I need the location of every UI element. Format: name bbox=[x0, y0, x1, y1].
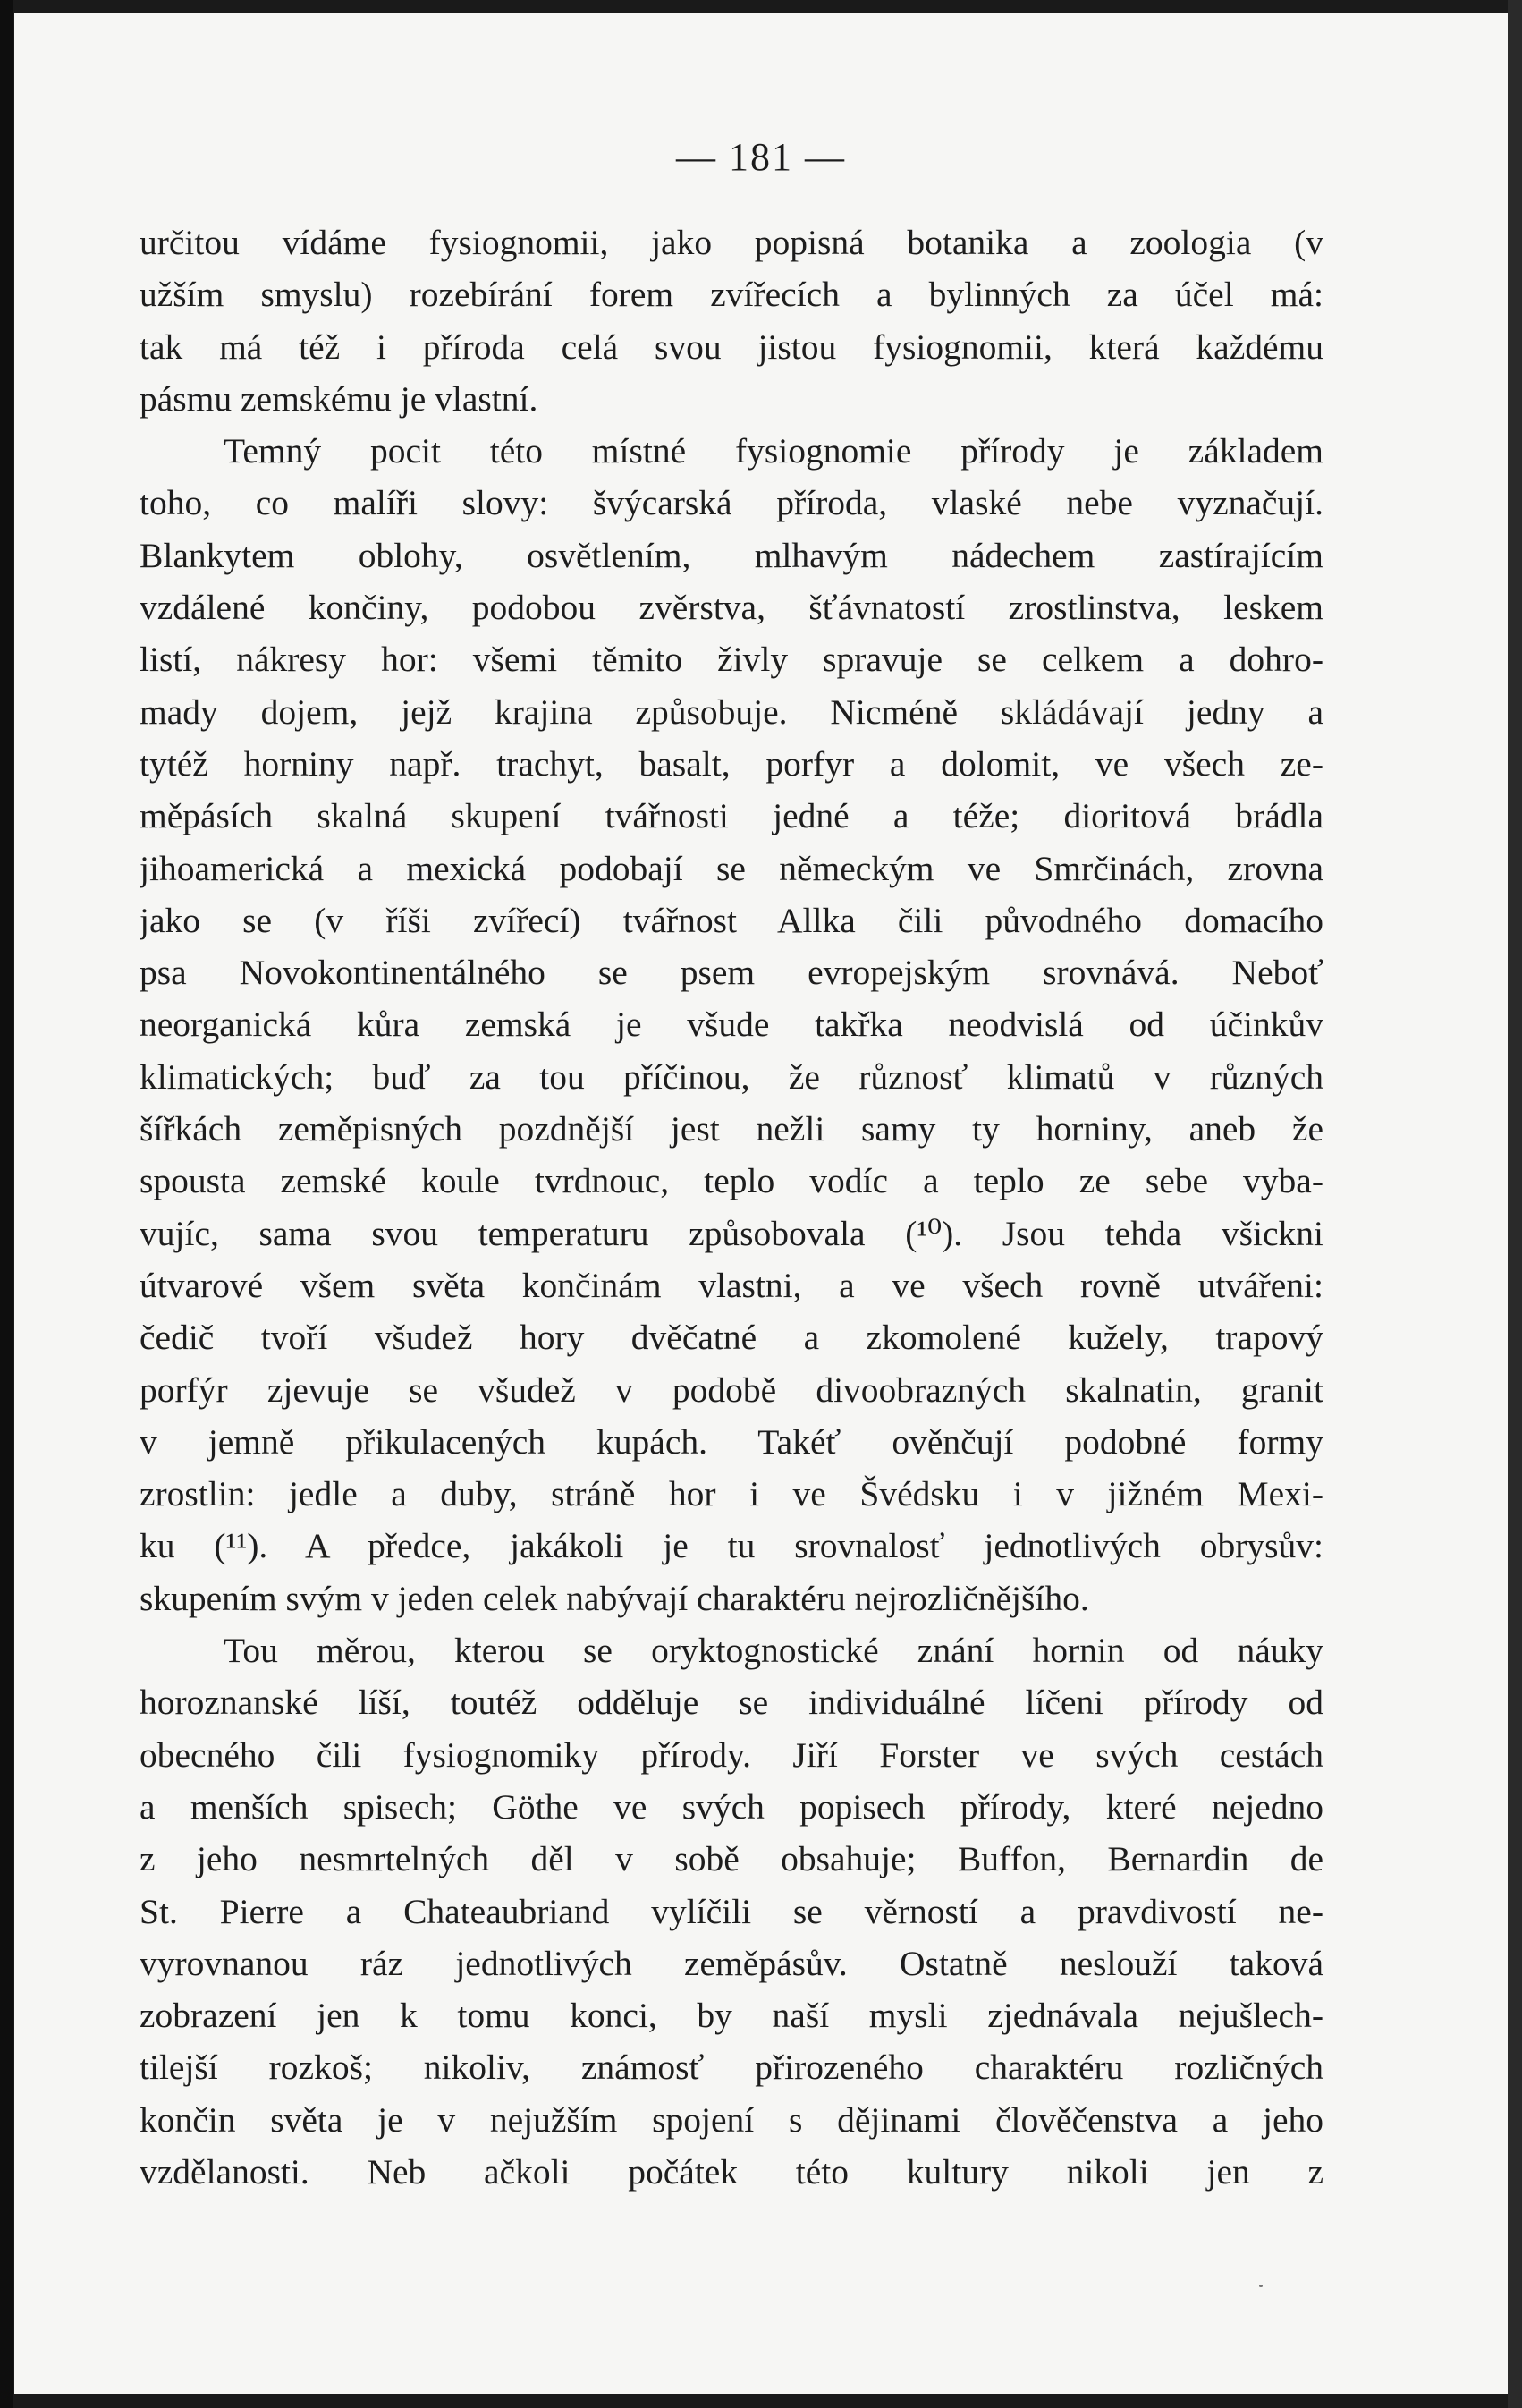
text-line: St. Pierre a Chateaubriand vylíčili se věrností a pravdivostí ne- bbox=[140, 1891, 1323, 1931]
text-line: mady dojem, jejž krajina způsobuje. Nicméně skládávají jedny a bbox=[140, 691, 1323, 732]
text-line: Temný pocit této místné fysiognomie přírody je základem bbox=[224, 431, 1323, 471]
text-line: vzdělanosti. Neb ačkoli počátek této kultury nikoli jen z bbox=[140, 2151, 1323, 2192]
paper-speck bbox=[1259, 2285, 1263, 2287]
text-line: skupením svým v jeden celek nabývají charaktéru nejrozličnějšího. bbox=[140, 1578, 1089, 1618]
text-line: zobrazení jen k tomu konci, by naší mysli zjednávala nejušlech- bbox=[140, 1996, 1323, 2036]
text-line: ku (¹¹). A předce, jakákoli je tu srovnalosť jednotlivých obrysův: bbox=[140, 1526, 1323, 1566]
text-line: vujíc, sama svou temperaturu způsobovala (¹⁰). Jsou tehda všickni bbox=[140, 1213, 1323, 1253]
text-line: porfýr zjevuje se všudež v podobě divoobrazných skalnatin, granit bbox=[140, 1369, 1323, 1410]
text-line: z jeho nesmrtelných děl v sobě obsahuje; Buffon, Bernardin de bbox=[140, 1839, 1323, 1879]
text-line: jako se (v říši zvířecí) tvářnost Allka čili původného domacího bbox=[140, 900, 1323, 940]
text-line: obecného čili fysiognomiky přírody. Jiří Forster ve svých cestách bbox=[140, 1734, 1323, 1775]
text-line: klimatických; buď za tou příčinou, že různosť klimatů v různých bbox=[140, 1056, 1323, 1097]
text-line: vzdálené končiny, podobou zvěrstva, šťávnatostí zrostlinstva, leskem bbox=[140, 588, 1323, 628]
text-line: vyrovnanou ráz jednotlivých zeměpásův. Ostatně neslouží taková bbox=[140, 1943, 1323, 1983]
text-line: toho, co malíři slovy: švýcarská příroda, vlaské nebe vyznačují. bbox=[140, 483, 1323, 523]
text-line: šířkách zeměpisných pozdnější jest nežli samy ty horniny, aneb že bbox=[140, 1109, 1323, 1149]
text-line: čedič tvoří všudež hory dvěčatné a zkomolené kužely, trapový bbox=[140, 1318, 1323, 1358]
text-line: spousta zemské koule tvrdnouc, teplo vodíc a teplo ze sebe vyba- bbox=[140, 1161, 1323, 1201]
text-line: psa Novokontinentálného se psem evropejským srovnává. Neboť bbox=[140, 953, 1323, 993]
text-line: tytéž horniny např. trachyt, basalt, porfyr a dolomit, ve všech ze- bbox=[140, 743, 1323, 784]
text-line: Tou měrou, kterou se oryktognostické znání hornin od náuky bbox=[224, 1631, 1323, 1671]
text-line: horoznanské líší, toutéž odděluje se individuálné líčeni přírody od bbox=[140, 1683, 1323, 1723]
scan-edge-right bbox=[1508, 0, 1522, 2408]
text-line: v jemně přikulacených kupách. Takéť ověnčují podobné formy bbox=[140, 1421, 1323, 1462]
text-line: neorganická kůra zemská je všude takřka neodvislá od účinkův bbox=[140, 1005, 1323, 1045]
page-number-header: — 181 — bbox=[676, 135, 846, 179]
text-line: užším smyslu) rozebírání forem zvířecích a bylinných za účel má: bbox=[140, 275, 1323, 315]
text-line: zrostlin: jedle a duby, stráně hor i ve Švédsku i v jižném Mexi- bbox=[140, 1474, 1323, 1514]
text-line: jihoamerická a mexická podobají se německým ve Smrčinách, zrovna bbox=[140, 848, 1323, 888]
scan-edge-left bbox=[0, 0, 13, 2408]
text-line: tak má též i příroda celá svou jistou fysiognomii, která každému bbox=[140, 326, 1323, 367]
text-line: tilejší rozkoš; nikoliv, známosť přirozeného charaktéru rozličných bbox=[140, 2048, 1323, 2088]
text-line: listí, nákresy hor: všemi těmito živly spravuje se celkem a dohro- bbox=[140, 640, 1323, 680]
text-line: končin světa je v nejužším spojení s dějinami člověčenstva a jeho bbox=[140, 2099, 1323, 2140]
text-line: útvarové všem světa končinám vlastni, a ve všech rovně utvářeni: bbox=[140, 1265, 1323, 1305]
text-line: měpásích skalná skupení tvářnosti jedné a téže; dioritová brádla bbox=[140, 796, 1323, 836]
text-line: Blankytem oblohy, osvětlením, mlhavým nádechem zastírajícím bbox=[140, 535, 1323, 575]
body-text bbox=[140, 216, 1323, 2198]
text-line: pásmu zemskému je vlastní. bbox=[140, 378, 538, 419]
text-line: a menších spisech; Göthe ve svých popisech přírody, které nejedno bbox=[140, 1786, 1323, 1827]
text-line: určitou vídáme fysiognomii, jako popisná botanika a zoologia (v bbox=[140, 223, 1323, 262]
